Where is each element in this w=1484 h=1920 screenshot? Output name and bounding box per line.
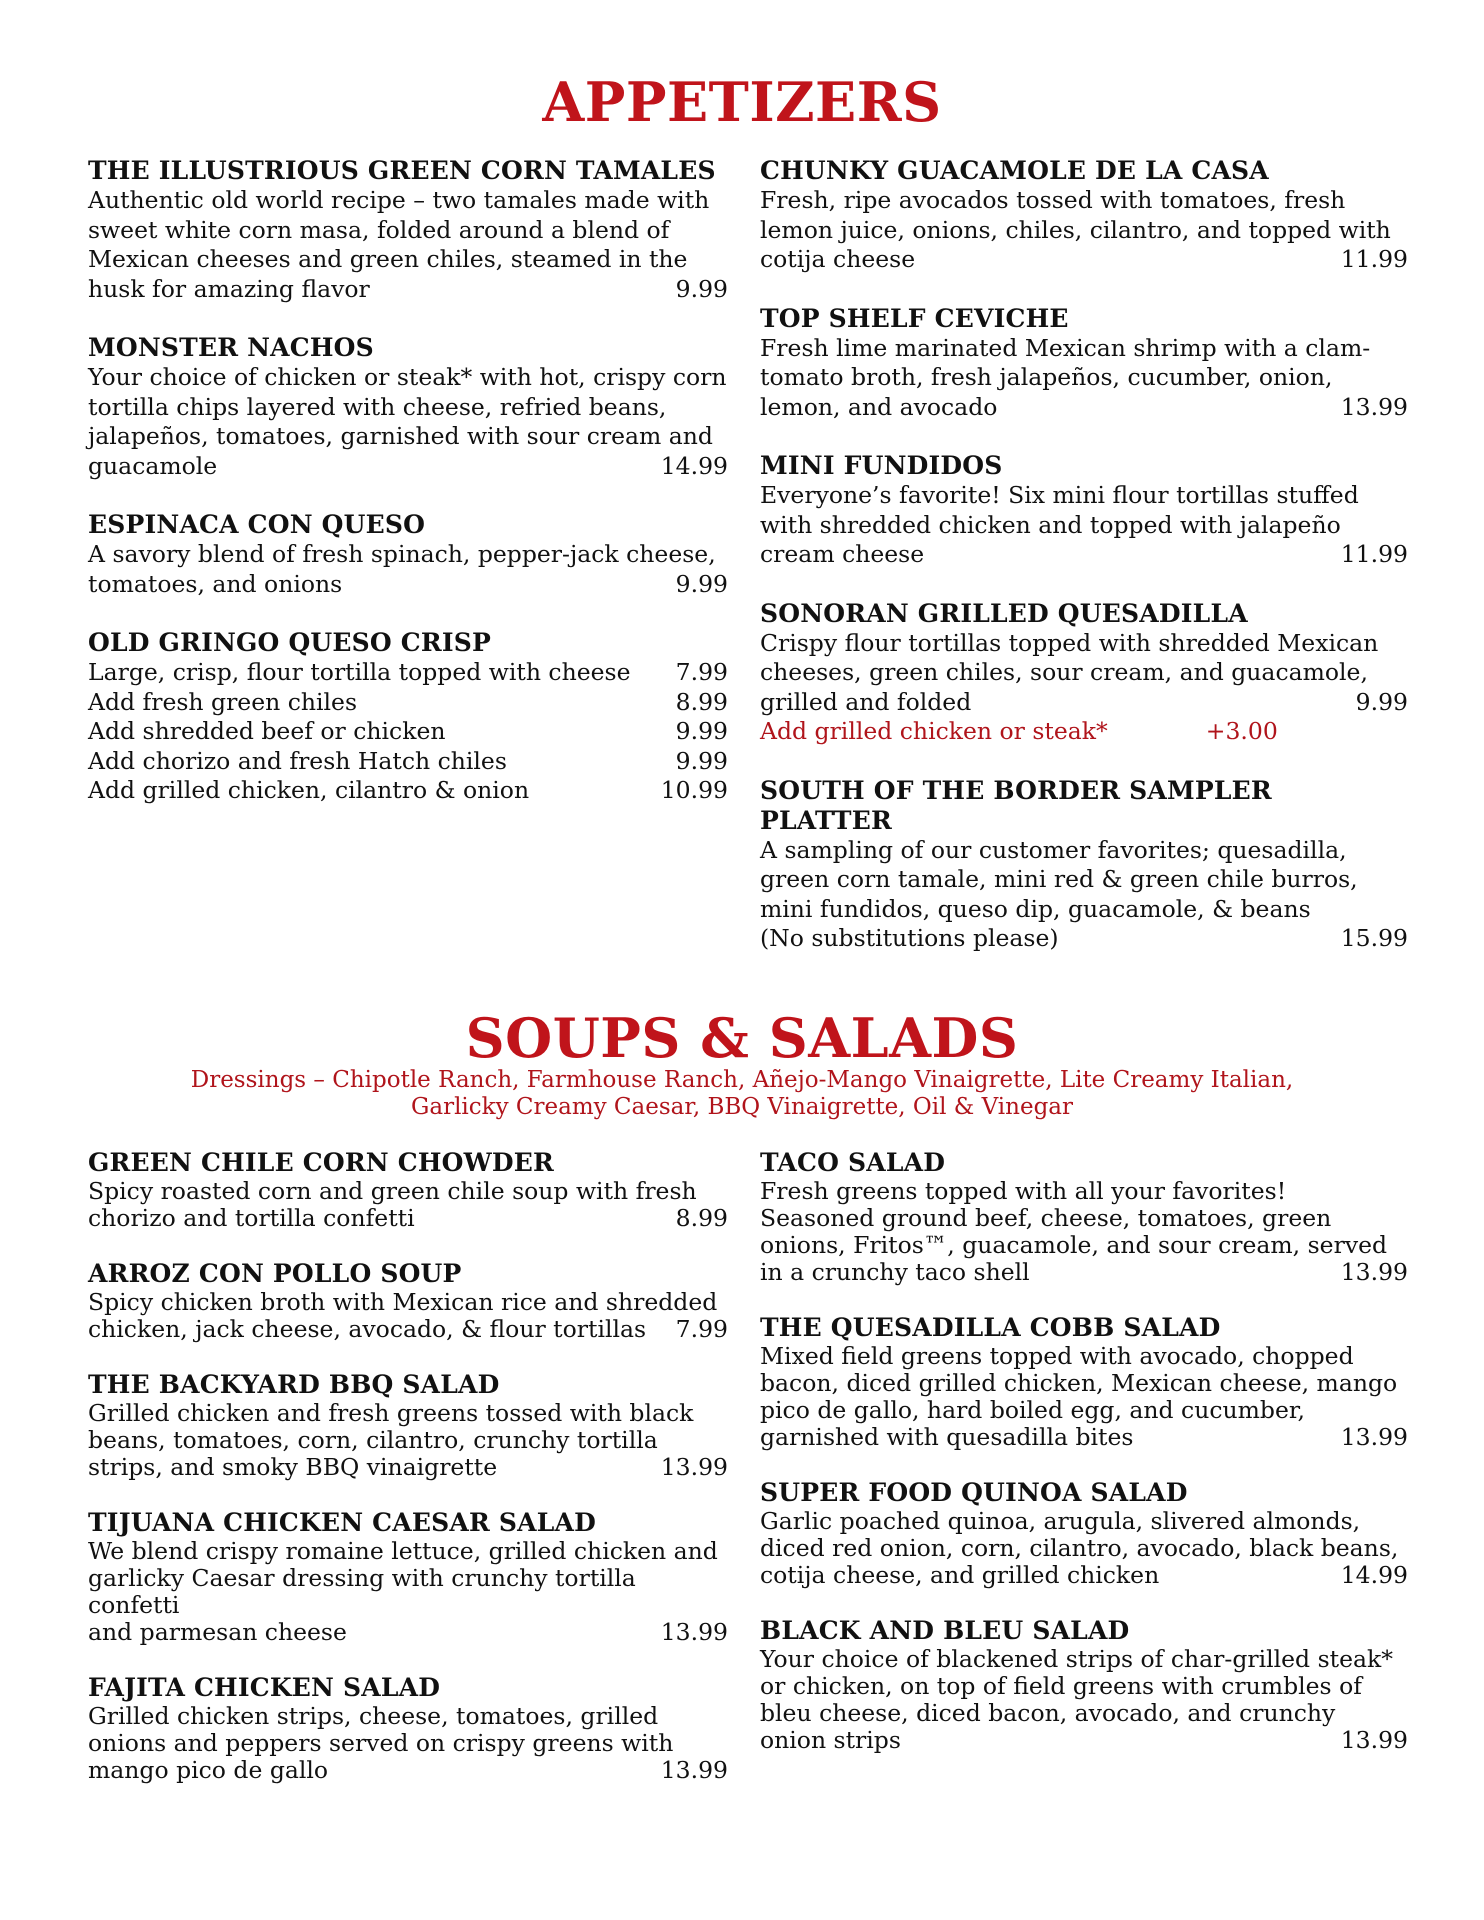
item-desc-line: onions and peppers served on crispy greens with	[88, 1729, 674, 1757]
item-desc-line: strips, and smoky BBQ vinaigrette	[88, 1453, 498, 1481]
item-name: ARROZ CON POLLO SOUP	[88, 1259, 462, 1288]
option-label: Add shredded beef or chicken	[88, 717, 446, 745]
appetizers-left-column	[88, 156, 728, 806]
option-price: 9.99	[675, 717, 728, 745]
item-desc-line: onion strips	[760, 1726, 901, 1754]
item-desc-line: and parmesan cheese	[88, 1618, 347, 1646]
item-desc-line: Your choice of chicken or steak* with hot, crispy corn	[88, 363, 727, 391]
item-name: MONSTER NACHOS	[88, 333, 374, 362]
menu-item	[760, 156, 1408, 275]
option-row	[88, 717, 728, 747]
item-desc-line: We blend crispy romaine lettuce, grilled chicken and	[88, 1537, 718, 1565]
item-desc-line: (No substitutions please)	[760, 924, 1059, 952]
dressings-line: Garlicky Creamy Caesar, BBQ Vinaigrette, Oil & Vinegar	[410, 1094, 1073, 1120]
item-desc-line: jalapeños, tomatoes, garnished with sour cream and	[88, 422, 713, 450]
addon-row	[760, 717, 1408, 747]
dressings-line: Dressings – Chipotle Ranch, Farmhouse Ranch, Añejo-Mango Vinaigrette, Lite Creamy Italian,	[190, 1067, 1294, 1093]
item-desc-line: green corn tamale, mini red & green chile burros,	[760, 865, 1358, 893]
option-row	[88, 688, 728, 718]
item-price-row	[760, 1562, 1408, 1589]
option-price: 7.99	[675, 658, 728, 686]
item-desc-line: diced red onion, corn, cilantro, avocado, black beans,	[760, 1534, 1399, 1562]
item-desc-line: or chicken, on top of field greens with crumbles of	[760, 1672, 1362, 1700]
option-price: 8.99	[675, 687, 728, 716]
item-desc-line: mini fundidos, queso dip, guacamole, & beans	[760, 894, 1311, 923]
item-name: OLD GRINGO QUESO CRISP	[88, 628, 492, 657]
item-name: THE BACKYARD BBQ SALAD	[88, 1370, 500, 1399]
item-price-row	[760, 245, 1408, 275]
option-price: 10.99	[660, 776, 728, 804]
menu-item	[760, 1616, 1408, 1754]
item-name: FAJITA CHICKEN SALAD	[88, 1673, 441, 1702]
appetizers-heading: APPETIZERS	[542, 70, 942, 134]
item-price-row	[760, 688, 1408, 718]
option-label: Add grilled chicken, cilantro & onion	[88, 776, 530, 804]
menu-item	[760, 1313, 1408, 1451]
item-price-row	[88, 1619, 728, 1646]
item-name: MINI FUNDIDOS	[760, 451, 1003, 480]
item-desc-line: tomato broth, fresh jalapeños, cucumber, onion,	[760, 363, 1333, 391]
item-desc-line: Spicy roasted corn and green chile soup with fresh	[88, 1177, 697, 1205]
item-desc-line: Everyone’s favorite! Six mini flour tortillas stuffed	[760, 481, 1359, 509]
item-desc-line: cheeses, green chiles, sour cream, and guacamole,	[760, 658, 1368, 686]
item-desc-line: lemon, and avocado	[760, 392, 998, 421]
menu-item	[760, 304, 1408, 423]
soups-left-column	[88, 1148, 728, 1784]
item-price: 8.99	[675, 1204, 728, 1232]
menu-item	[88, 510, 728, 599]
item-desc-line: chicken, jack cheese, avocado, & flour tortillas	[88, 1315, 647, 1343]
menu-item	[760, 1148, 1408, 1286]
item-price-row	[760, 924, 1408, 954]
item-desc-line: Mixed field greens topped with avocado, chopped	[760, 1342, 1354, 1370]
menu-item	[760, 1478, 1408, 1589]
menu-item	[88, 1508, 728, 1646]
item-price-row	[760, 1259, 1408, 1286]
item-desc-line: Authentic old world recipe – two tamales made with	[88, 186, 710, 214]
item-desc-line: bleu cheese, diced bacon, avocado, and crunchy	[760, 1699, 1336, 1727]
item-price-row	[88, 1316, 728, 1343]
item-price-row	[88, 452, 728, 482]
item-desc-line: chorizo and tortilla confetti	[88, 1204, 415, 1232]
item-desc-line: onions, Fritos™, guacamole, and sour cream, served	[760, 1231, 1388, 1259]
menu-item	[88, 628, 728, 806]
item-desc-line: Grilled chicken strips, cheese, tomatoes, grilled	[88, 1702, 659, 1730]
item-price: 13.99	[1340, 1423, 1408, 1451]
item-price: 9.99	[675, 569, 728, 598]
option-label: Add chorizo and fresh Hatch chiles	[88, 746, 507, 775]
item-name: ESPINACA CON QUESO	[88, 510, 426, 539]
item-price: 14.99	[1340, 1561, 1408, 1589]
item-price: 11.99	[1340, 245, 1408, 273]
option-row	[88, 747, 728, 777]
item-desc-line: bacon, diced grilled chicken, Mexican cheese, mango	[760, 1369, 1398, 1397]
item-desc-line: Garlic poached quinoa, arugula, slivered almonds,	[760, 1507, 1361, 1535]
item-desc-line: grilled and folded	[760, 687, 972, 716]
item-desc-line: Mexican cheeses and green chiles, steamed in the	[88, 245, 688, 273]
item-name: BLACK AND BLEU SALAD	[760, 1616, 1130, 1645]
option-price: 9.99	[675, 746, 728, 775]
soups-salads-heading: SOUPS & SALADS	[465, 1006, 1019, 1070]
appetizers-right-column	[760, 156, 1408, 954]
item-desc-line: with shredded chicken and topped with jalapeño	[760, 510, 1341, 539]
item-price: 14.99	[660, 451, 728, 480]
menu-item	[760, 776, 1408, 954]
item-price: 13.99	[1340, 1726, 1408, 1754]
item-name: CHUNKY GUACAMOLE DE LA CASA	[760, 156, 1269, 185]
menu-item	[760, 599, 1408, 747]
menu-item	[88, 1673, 728, 1784]
item-desc-line: Fresh greens topped with all your favorites!	[760, 1177, 1287, 1205]
item-desc-line: cream cheese	[760, 540, 925, 568]
item-name: TIJUANA CHICKEN CAESAR SALAD	[88, 1508, 596, 1537]
item-desc-line: beans, tomatoes, corn, cilantro, crunchy tortilla	[88, 1426, 658, 1454]
item-price: 13.99	[660, 1618, 728, 1646]
item-desc-line: husk for amazing flavor	[88, 274, 370, 303]
item-desc-line: guacamole	[88, 451, 218, 480]
item-price-row	[760, 393, 1408, 423]
item-name: TACO SALAD	[760, 1148, 946, 1177]
item-desc-line: cotija cheese	[760, 245, 916, 273]
soups-right-column	[760, 1148, 1408, 1754]
item-desc-line: cotija cheese, and grilled chicken	[760, 1561, 1160, 1589]
item-price-row	[88, 1454, 728, 1481]
item-price-row	[88, 570, 728, 600]
menu-item	[88, 1259, 728, 1343]
addon-label: Add grilled chicken or steak*	[760, 717, 1108, 745]
item-name: THE QUESADILLA COBB SALAD	[760, 1313, 1221, 1342]
menu-item	[760, 451, 1408, 570]
item-price: 9.99	[675, 274, 728, 303]
menu-item	[88, 1370, 728, 1481]
item-price: 9.99	[1355, 687, 1408, 716]
menu-item	[88, 333, 728, 481]
item-name: SONORAN GRILLED QUESADILLA	[760, 598, 1248, 628]
item-desc-line: garlicky Caesar dressing with crunchy tortilla confetti	[88, 1564, 636, 1619]
item-desc-line: Fresh, ripe avocados tossed with tomatoes, fresh	[760, 186, 1346, 214]
item-price: 13.99	[1340, 1258, 1408, 1286]
item-price: 7.99	[675, 1315, 728, 1343]
item-desc-line: Seasoned ground beef, cheese, tomatoes, green	[760, 1204, 1332, 1232]
item-desc-line: Grilled chicken and fresh greens tossed with black	[88, 1399, 694, 1427]
item-name: SOUTH OF THE BORDER SAMPLER PLATTER	[760, 775, 1272, 835]
option-label: Large, crisp, flour tortilla topped with cheese	[88, 658, 631, 686]
item-desc-line: tomatoes, and onions	[88, 569, 343, 598]
addon-price: +3.00	[1205, 717, 1278, 745]
item-desc-line: pico de gallo, hard boiled egg, and cucumber,	[760, 1396, 1306, 1424]
item-desc-line: Your choice of blackened strips of char-grilled steak*	[760, 1645, 1393, 1673]
item-desc-line: sweet white corn masa, folded around a blend of	[88, 215, 670, 244]
item-price: 13.99	[660, 1756, 728, 1784]
item-desc-line: Spicy chicken broth with Mexican rice and shredded	[88, 1288, 718, 1316]
item-desc-line: Crispy flour tortillas topped with shredded Mexican	[760, 628, 1379, 657]
item-price: 11.99	[1340, 540, 1408, 568]
item-name: GREEN CHILE CORN CHOWDER	[88, 1148, 555, 1177]
item-desc-line: tortilla chips layered with cheese, refried beans,	[88, 392, 667, 421]
item-price: 13.99	[1340, 392, 1408, 421]
option-row	[88, 658, 728, 688]
item-desc-line: in a crunchy taco shell	[760, 1258, 1030, 1286]
item-price: 15.99	[1340, 924, 1408, 952]
item-desc-line: mango pico de gallo	[88, 1756, 329, 1784]
item-price-row	[88, 1205, 728, 1232]
option-label: Add fresh green chiles	[88, 687, 358, 716]
item-price-row	[760, 1424, 1408, 1451]
item-desc-line: Fresh lime marinated Mexican shrimp with a clam-	[760, 333, 1371, 362]
item-name: THE ILLUSTRIOUS GREEN CORN TAMALES	[88, 156, 716, 185]
item-desc-line: lemon juice, onions, chiles, cilantro, and topped with	[760, 215, 1391, 244]
menu-item	[88, 1148, 728, 1232]
item-price-row	[760, 540, 1408, 570]
item-name: TOP SHELF CEVICHE	[760, 303, 1069, 333]
option-row	[88, 776, 728, 806]
item-desc-line: garnished with quesadilla bites	[760, 1423, 1134, 1451]
item-price: 13.99	[660, 1453, 728, 1481]
item-desc-line: A sampling of our customer favorites; quesadilla,	[760, 835, 1347, 864]
item-price-row	[88, 275, 728, 305]
item-price-row	[88, 1757, 728, 1784]
menu-item	[88, 156, 728, 304]
item-name: SUPER FOOD QUINOA SALAD	[760, 1478, 1188, 1507]
item-price-row	[760, 1727, 1408, 1754]
item-desc-line: A savory blend of fresh spinach, pepper-jack cheese,	[88, 540, 716, 568]
